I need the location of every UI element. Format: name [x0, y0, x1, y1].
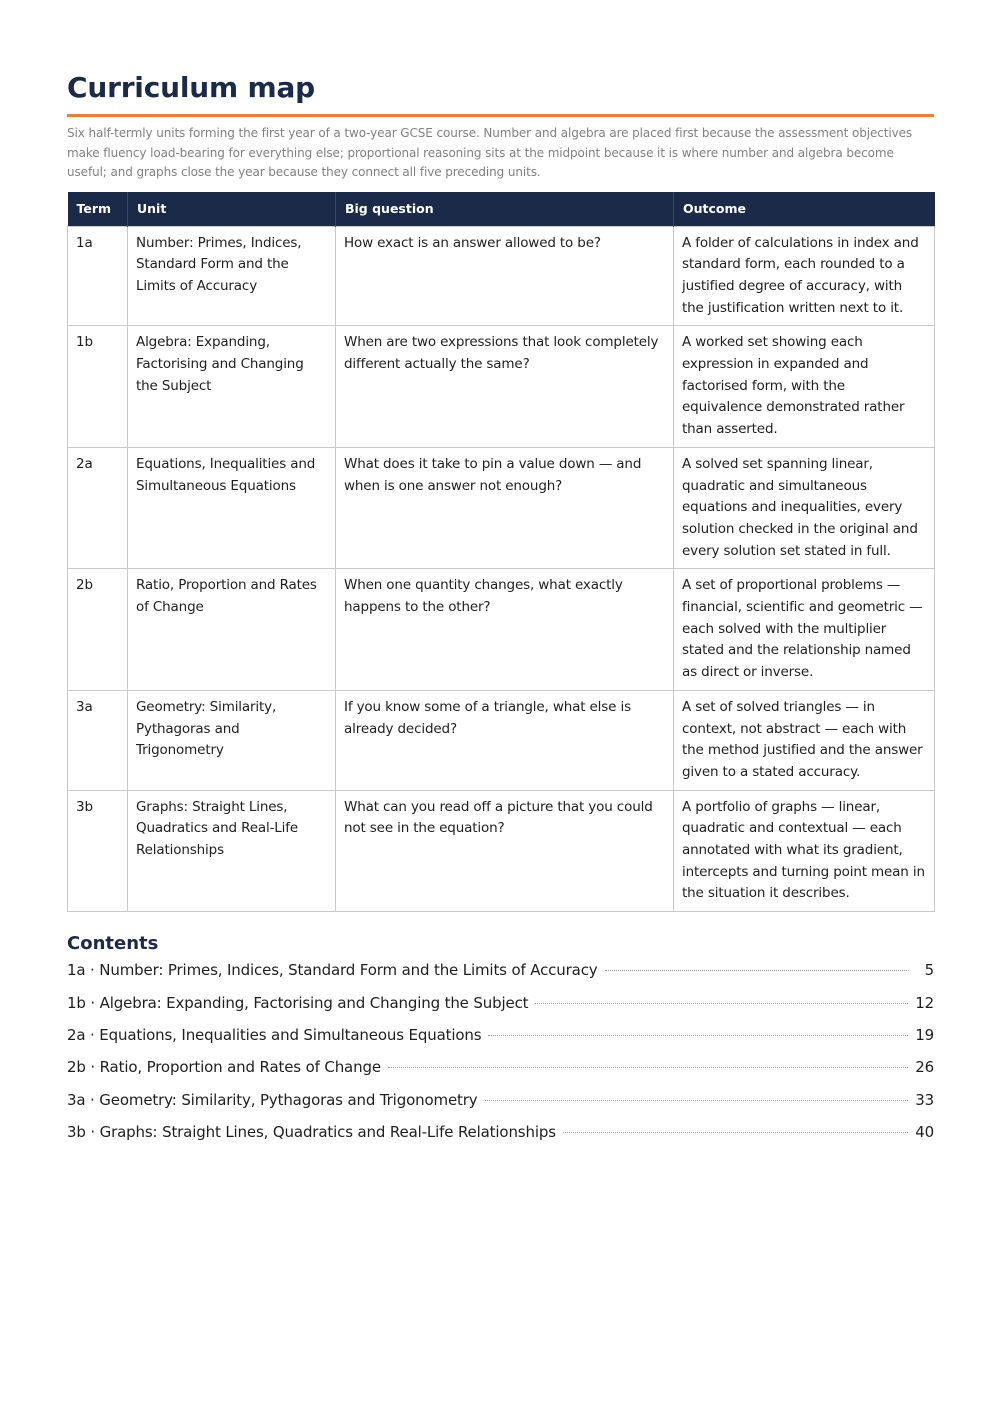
- cell-big-question: When one quantity changes, what exactly happens to the other?: [336, 569, 674, 691]
- toc-entry[interactable]: [67, 1123, 934, 1155]
- document-page: [67, 0, 934, 1156]
- table-header-row: [68, 192, 935, 227]
- contents-heading: Contents: [67, 933, 159, 955]
- toc-dot-leader: [605, 970, 909, 971]
- page-title: Curriculum map: [67, 71, 315, 104]
- title-underline: [67, 114, 934, 117]
- cell-outcome: A folder of calculations in index and standard form, each rounded to a justified degree of accuracy, with the justification written next to it.: [674, 226, 935, 326]
- cell-big-question: What does it take to pin a value down — and when is one answer not enough?: [336, 447, 674, 569]
- cell-term: 3a: [68, 690, 128, 790]
- cell-outcome: A set of solved triangles — in context, not abstract — each with the method justified and the answer given to a stated accuracy.: [674, 690, 935, 790]
- cell-term: 2b: [68, 569, 128, 691]
- table-row: [68, 690, 935, 790]
- toc-dot-leader: [388, 1067, 908, 1068]
- table-row: [68, 326, 935, 448]
- cell-unit: Ratio, Proportion and Rates of Change: [128, 569, 336, 691]
- header-outcome: Outcome: [674, 192, 935, 227]
- table-row: [68, 226, 935, 326]
- toc-page-number: 5: [924, 961, 934, 980]
- toc-entry-label: 1a · Number: Primes, Indices, Standard Form and the Limits of Accuracy: [67, 961, 598, 980]
- toc-entry[interactable]: [67, 961, 934, 993]
- toc-page-number: 19: [915, 1025, 934, 1044]
- header-unit: Unit: [128, 192, 336, 227]
- toc-entry[interactable]: [67, 1026, 934, 1058]
- toc-dot-leader: [488, 1035, 908, 1036]
- cell-unit: Geometry: Similarity, Pythagoras and Trigonometry: [128, 690, 336, 790]
- table-row: [68, 790, 935, 912]
- cell-big-question: How exact is an answer allowed to be?: [336, 226, 674, 326]
- cell-unit: Algebra: Expanding, Factorising and Changing the Subject: [128, 326, 336, 448]
- toc-entry-label: 2a · Equations, Inequalities and Simultaneous Equations: [67, 1025, 482, 1044]
- toc-page-number: 12: [915, 993, 934, 1012]
- toc-page-number: 40: [915, 1123, 934, 1142]
- cell-term: 1b: [68, 326, 128, 448]
- toc-entry-label: 2b · Ratio, Proportion and Rates of Change: [67, 1058, 381, 1077]
- curriculum-table: [67, 192, 935, 913]
- cell-outcome: A solved set spanning linear, quadratic and simultaneous equations and inequalities, every solution checked in the original and every solution set stated in full.: [674, 447, 935, 569]
- cell-term: 1a: [68, 226, 128, 326]
- cell-outcome: A set of proportional problems — financial, scientific and geometric — each solved with the multiplier stated and the relationship named as direct or inverse.: [674, 569, 935, 691]
- cell-term: 2a: [68, 447, 128, 569]
- toc-entry[interactable]: [67, 1091, 934, 1123]
- header-term: Term: [68, 192, 128, 227]
- header-big-question: Big question: [336, 192, 674, 227]
- cell-big-question: What can you read off a picture that you could not see in the equation?: [336, 790, 674, 912]
- toc-entry[interactable]: [67, 994, 934, 1026]
- cell-term: 3b: [68, 790, 128, 912]
- intro-paragraph: Six half-termly units forming the first year of a two-year GCSE course. Number and algebra are placed first because the assessment objectives make fluency load-bearing for everything else; proportional reasoning sits at the midpoint because it is where number and algebra become useful; and graphs close the year because they connect all five preceding units.: [67, 126, 913, 179]
- table-row: [68, 447, 935, 569]
- cell-unit: Equations, Inequalities and Simultaneous Equations: [128, 447, 336, 569]
- table-row: [68, 569, 935, 691]
- toc-page-number: 33: [915, 1090, 934, 1109]
- toc-entry-label: 3a · Geometry: Similarity, Pythagoras and Trigonometry: [67, 1090, 478, 1109]
- toc-entry-label: 3b · Graphs: Straight Lines, Quadratics and Real-Life Relationships: [67, 1123, 556, 1142]
- toc-entry[interactable]: [67, 1058, 934, 1090]
- toc-entry-label: 1b · Algebra: Expanding, Factorising and Changing the Subject: [67, 993, 529, 1012]
- cell-big-question: When are two expressions that look completely different actually the same?: [336, 326, 674, 448]
- toc-dot-leader: [485, 1100, 909, 1101]
- cell-unit: Number: Primes, Indices, Standard Form and the Limits of Accuracy: [128, 226, 336, 326]
- cell-unit: Graphs: Straight Lines, Quadratics and Real-Life Relationships: [128, 790, 336, 912]
- toc-dot-leader: [563, 1132, 908, 1133]
- cell-outcome: A worked set showing each expression in expanded and factorised form, with the equivalence demonstrated rather than asserted.: [674, 326, 935, 448]
- toc-page-number: 26: [915, 1058, 934, 1077]
- toc-dot-leader: [535, 1003, 908, 1004]
- cell-outcome: A portfolio of graphs — linear, quadratic and contextual — each annotated with what its gradient, intercepts and turning point mean in the situation it describes.: [674, 790, 935, 912]
- cell-big-question: If you know some of a triangle, what else is already decided?: [336, 690, 674, 790]
- table-of-contents: [67, 961, 934, 1155]
